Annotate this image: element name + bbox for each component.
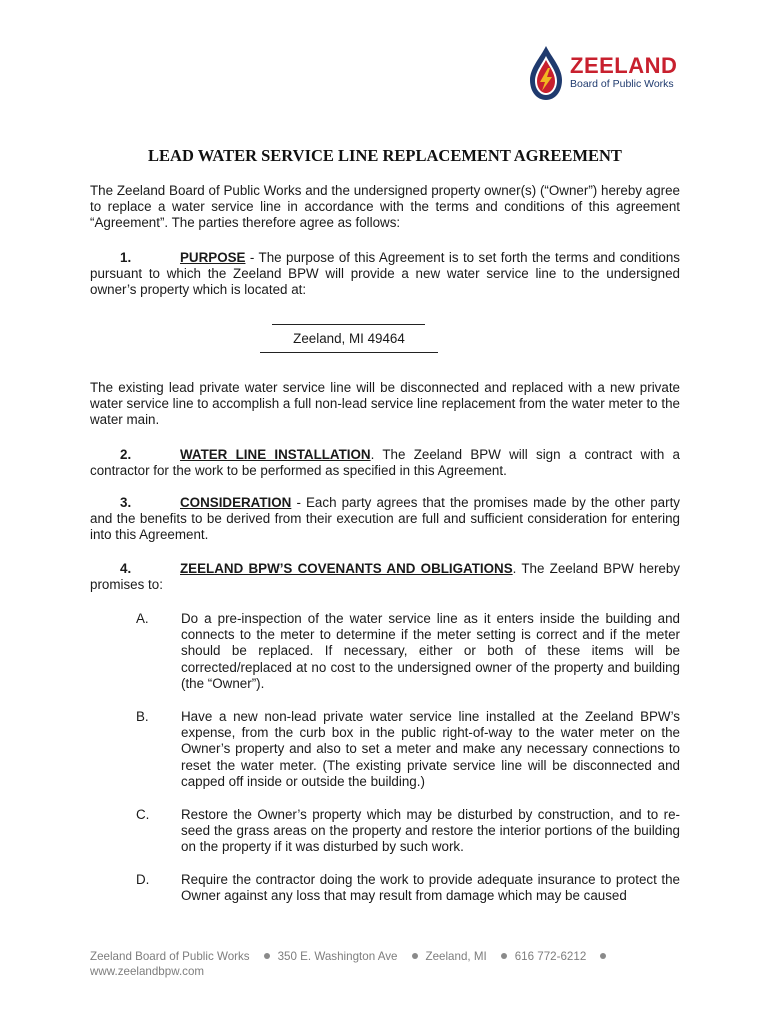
footer-phone: 616 772-6212: [514, 950, 587, 963]
document-title: LEAD WATER SERVICE LINE REPLACEMENT AGREEMENT: [148, 146, 622, 165]
section-number: 3.: [120, 495, 132, 510]
section-purpose: [90, 250, 680, 299]
footer-city: Zeeland, MI: [425, 950, 487, 963]
bullet-icon: [600, 953, 606, 959]
replacement-paragraph: The existing lead private water service line will be disconnected and replaced with a new private water service line to accomplish a full non-lead service line replacement from the water meter to the water main.: [90, 380, 680, 428]
bullet-icon: [412, 953, 418, 959]
section-covenants: [90, 561, 680, 593]
footer-address: 350 E. Washington Ave: [277, 950, 398, 963]
item-text: Have a new non-lead private water service line installed at the Zeeland BPW’s expense, from the curb box in the public right-of-way to the water meter on the Owner’s property and also to set a meter and make any necessary connections to reset the water meter. (The existing private service line will be disconnected and capped off inside or outside the building.): [181, 709, 680, 789]
list-item: [90, 611, 680, 692]
section-text: . The Zeeland BPW hereby promises to:: [90, 561, 680, 593]
item-text: Restore the Owner’s property which may be disturbed by construction, and to re-seed the grass areas on the property and restore the interior portions of the building on the property if it was disturbed by such work.: [181, 807, 680, 855]
intro-paragraph: The Zeeland Board of Public Works and the undersigned property owner(s) (“Owner”) hereby agree to replace a water service line in accordance with the terms and conditions of this agreement “Agreement”. The parties therefore agree as follows:: [90, 183, 680, 231]
bullet-icon: [501, 953, 507, 959]
address-street-line[interactable]: [272, 324, 425, 325]
address-underline: [260, 352, 438, 353]
section-text: . The Zeeland BPW will sign a contract with a contractor for the work to be performed as specified in this Agreement.: [90, 447, 680, 479]
item-letter: B.: [136, 709, 149, 724]
section-heading: CONSIDERATION: [180, 495, 292, 510]
footer-org: Zeeland Board of Public Works: [90, 950, 250, 963]
section-heading: PURPOSE: [180, 250, 246, 265]
list-item: [90, 807, 680, 856]
company-logo: [526, 44, 686, 106]
section-number: 4.: [120, 561, 132, 576]
section-number: 2.: [120, 447, 132, 462]
section-installation: [90, 447, 680, 479]
section-number: 1.: [120, 250, 132, 265]
list-item: [90, 709, 680, 790]
section-heading: WATER LINE INSTALLATION: [180, 447, 371, 462]
item-letter: A.: [136, 611, 149, 626]
item-letter: D.: [136, 872, 150, 887]
logo-name: ZEELAND: [570, 53, 678, 78]
logo-subtitle: Board of Public Works: [570, 78, 674, 90]
item-text: Require the contractor doing the work to provide adequate insurance to protect the Owner against any loss that may result from damage which may be caused: [181, 872, 680, 904]
item-text: Do a pre-inspection of the water service line as it enters inside the building and connects to the meter to determine if the meter setting is correct and if the meter should be replaced. If necessary, either or both of these items will be corrected/replaced at no cost to the undersigned owner of the property and building (the “Owner”).: [181, 611, 680, 691]
footer-website[interactable]: www.zeelandbpw.com: [90, 965, 205, 978]
water-drop-bolt-icon: [526, 44, 566, 104]
section-consideration: [90, 495, 680, 544]
section-text: - The purpose of this Agreement is to set forth the terms and conditions pursuant to which the Zeeland BPW will provide a new water service line to the undersigned owner’s property which is located at:: [90, 250, 680, 298]
bullet-icon: [264, 953, 270, 959]
list-item: [90, 872, 680, 904]
address-city: Zeeland, MI 49464: [293, 331, 405, 346]
item-letter: C.: [136, 807, 150, 822]
section-heading: ZEELAND BPW’S COVENANTS AND OBLIGATIONS: [180, 561, 513, 576]
page-footer: [90, 949, 614, 979]
section-text: - Each party agrees that the promises made by the other party and the benefits to be derived from their execution are full and sufficient consideration for entering into this Agreement.: [90, 495, 680, 543]
